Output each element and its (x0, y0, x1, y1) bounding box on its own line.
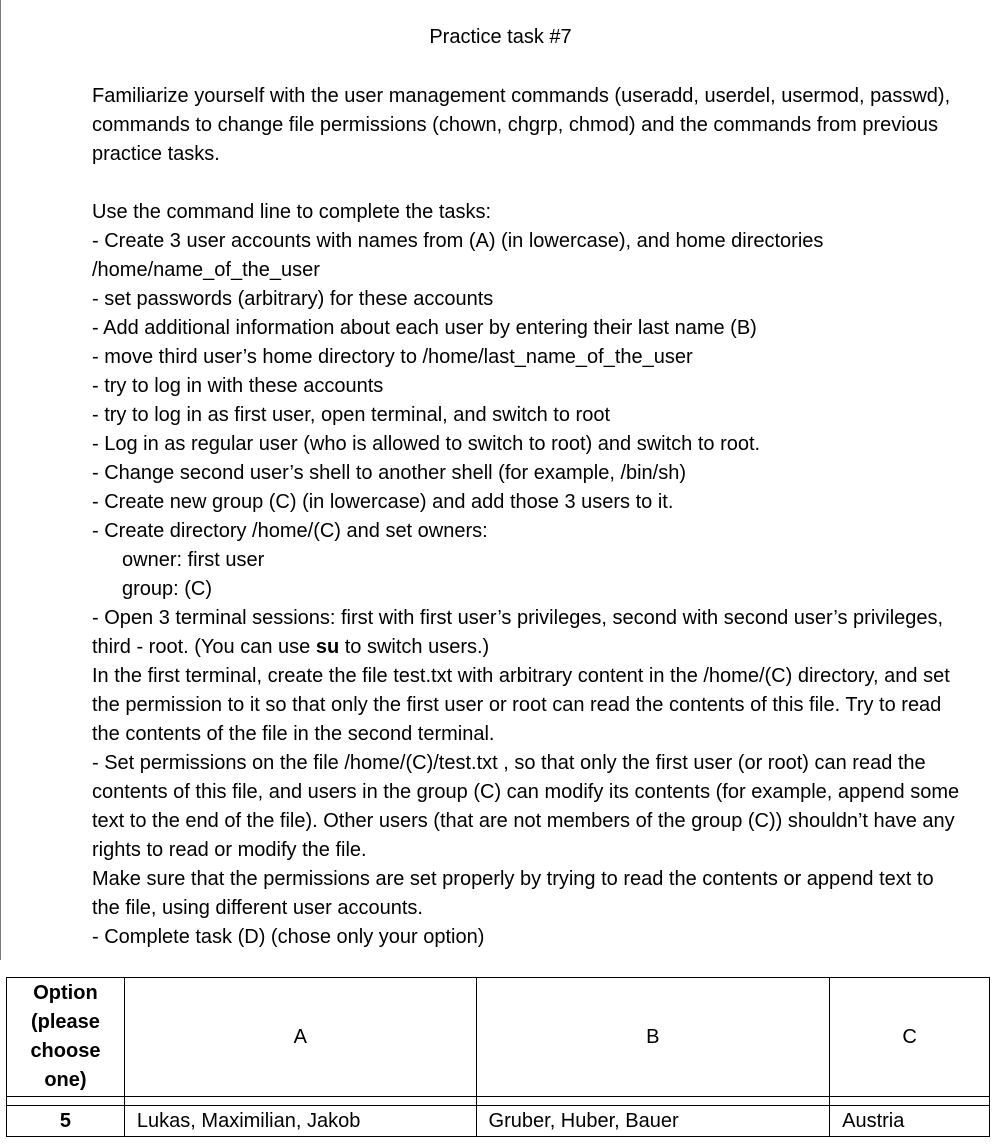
task-owner-line: owner: first user (122, 549, 265, 571)
table-row (7, 1106, 990, 1137)
page-title: Practice task #7 (429, 26, 572, 48)
task-complete-d: - Complete task (D) (chose only your option) (92, 926, 485, 948)
task-login-regular: - Log in as regular user (who is allowed to switch to root) and switch to root. (92, 433, 761, 455)
task-verify-permissions: Make sure that the permissions are set properly by trying to read the contents or append text to the file, using different user accounts. (92, 868, 934, 919)
task-change-shell: - Change second user’s shell to another shell (for example, /bin/sh) (92, 462, 687, 484)
task-open-terminals-tail: to switch users.) (339, 636, 490, 658)
task-set-passwords: - set passwords (arbitrary) for these accounts (92, 288, 494, 310)
task-create-directory: - Create directory /home/(C) and set owners: (92, 520, 488, 542)
cell-option: 5 (7, 1106, 125, 1137)
task-set-permissions: - Set permissions on the file /home/(C)/test.txt , so that only the first user (or root) can read the contents of this file, and users in the group (C) can modify its contents (for example, append some text to the end of the file). Other users (that are not members of the group (C)) shouldn’t have any rights to read or modify the file. (92, 752, 960, 861)
header-c: C (830, 978, 990, 1097)
page-left-border (0, 0, 1, 960)
task-add-info: - Add additional information about each user by entering their last name (B) (92, 317, 757, 339)
table-header-row (7, 978, 990, 1097)
tasks-heading: Use the command line to complete the tasks: (92, 201, 492, 223)
su-command: su (315, 636, 340, 658)
options-table (6, 977, 990, 1137)
task-login-first-user: - try to log in as first user, open terminal, and switch to root (92, 404, 611, 426)
header-option: Option (please choose one) (7, 978, 125, 1097)
header-b: B (476, 978, 830, 1097)
task-login: - try to log in with these accounts (92, 375, 384, 397)
task-create-group: - Create new group (C) (in lowercase) and add those 3 users to it. (92, 491, 674, 513)
header-a: A (124, 978, 476, 1097)
task-open-terminals-text: - Open 3 terminal sessions: first with first user’s privileges, second with second user’s privileges, third - root. (You can use (92, 607, 944, 658)
task-group-line: group: (C) (122, 578, 213, 600)
task-open-terminals (92, 604, 962, 662)
cell-b: Gruber, Huber, Bauer (476, 1106, 830, 1137)
cell-c: Austria (830, 1106, 990, 1137)
cell-a: Lukas, Maximilian, Jakob (124, 1106, 476, 1137)
table-spacer-row (7, 1097, 990, 1106)
task-first-terminal: In the first terminal, create the file test.txt with arbitrary content in the /home/(C) directory, and set the permission to it so that only the first user or root can read the contents of this file. Try to read the contents of the file in the second terminal. (92, 665, 950, 745)
task-move-home: - move third user’s home directory to /home/last_name_of_the_user (92, 346, 693, 368)
intro-paragraph: Familiarize yourself with the user management commands (useradd, userdel, usermod, passwd), commands to change file permissions (chown, chgrp, chmod) and the commands from previous practice tasks. (92, 85, 951, 165)
task-create-users: - Create 3 user accounts with names from (A) (in lowercase), and home directories /home/name_of_the_user (92, 230, 824, 281)
task-content (92, 82, 962, 952)
